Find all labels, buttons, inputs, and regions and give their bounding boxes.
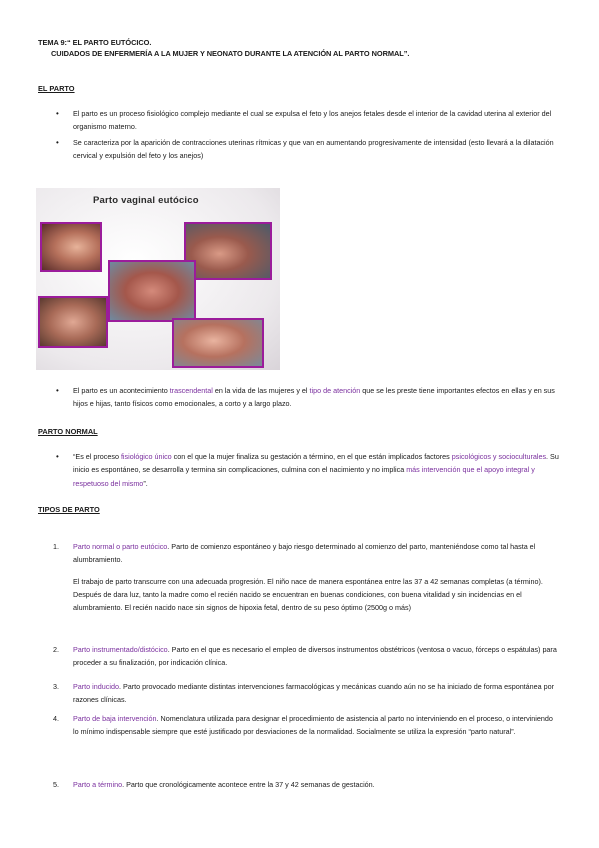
highlight-fisiologico-unico: fisiológico único	[120, 452, 172, 461]
item-term: Parto inducido	[73, 682, 119, 691]
document-title	[38, 37, 409, 59]
highlight-tipo-atencion: tipo de atención	[309, 386, 361, 395]
item-number: 2.	[53, 645, 59, 654]
item-number: 4.	[53, 714, 59, 723]
item-term: Parto a término	[73, 780, 123, 789]
text-run: “Es el proceso	[73, 452, 121, 461]
item-number: 1.	[53, 542, 59, 551]
photo-image	[108, 260, 196, 322]
photo-image	[172, 318, 264, 368]
list-item: • Se caracteriza por la aparición de contracciones uterinas rítmicas y que van en aumentando progresivamente de intensidad (esto llevará a la dilatación cervical y expulsión del feto y los anejos)	[56, 136, 559, 163]
item-text: . Parto provocado mediante distintas intervenciones farmacológicas y mecánicas cuando aún no se ha iniciado de forma espontánea por razones clínicas.	[73, 682, 555, 705]
heading-tipos-de-parto: TIPOS DE PARTO	[38, 505, 100, 514]
item-term: Parto de baja intervención	[73, 714, 157, 723]
heading-el-parto: EL PARTO	[38, 84, 75, 93]
parto-normal-bullets	[56, 450, 559, 492]
photo-image	[40, 222, 102, 272]
item-text: . Parto en el que es necesario el empleo de diversos instrumentos obstétricos (ventosa o vacuo, fórceps o espátulas) para proceder a su finalización, por indicación clínica.	[73, 645, 557, 668]
text-run: que se les preste tiene importantes efectos en ellas y en sus hijos e hijas, tanto físicos como emocionales, a corto y a largo plazo.	[73, 386, 555, 409]
highlight-trascendental: trascendental	[169, 386, 213, 395]
text-run: con el que la mujer finaliza su gestación a término, en el que están implicados factores	[171, 452, 452, 461]
el-parto-bullets	[56, 107, 559, 164]
highlight-psicologicos: psicológicos y socioculturales	[451, 452, 547, 461]
title-line-2: CUIDADOS DE ENFERMERÍA A LA MUJER Y NEONATO DURANTE LA ATENCIÓN AL PARTO NORMAL”.	[51, 49, 410, 59]
photo-image	[184, 222, 272, 280]
list-item	[53, 540, 559, 615]
list-item	[56, 450, 559, 490]
figure-caption: Parto vaginal eutócico	[93, 195, 199, 206]
list-item: • El parto es un proceso fisiológico complejo mediante el cual se expulsa el feto y los anejos fetales desde el interior de la cavidad uterina al exterior del organismo materno.	[56, 107, 559, 134]
list-item	[53, 712, 559, 739]
list-item	[53, 680, 559, 707]
item-text: . Parto que cronológicamente acontece entre la 37 y 42 semanas de gestación.	[122, 780, 375, 789]
highlight-mas-intervencion: más intervención que el apoyo integral y respetuoso del mismo	[73, 465, 535, 488]
item-text: . Parto de comienzo espontáneo y bajo riesgo determinado al comienzo del parto, manteniéndose como tal hasta el alumbramiento.	[73, 542, 536, 565]
title-line-1: TEMA 9:“ EL PARTO EUTÓCICO.	[38, 38, 152, 47]
text-run: en la vida de las mujeres y el	[212, 386, 310, 395]
text-run: El parto es un acontecimiento	[73, 386, 170, 395]
item-term: Parto normal o parto eutócico	[73, 542, 168, 551]
photo-image	[38, 296, 108, 348]
el-parto-bullet-3	[56, 384, 559, 413]
text-run: ”.	[143, 478, 148, 488]
item-extra: El trabajo de parto transcurre con una adecuada progresión. El niño nace de manera espontánea entre las 37 a 42 semanas completas (a término). Después de dara luz, tanto la madre como el recién nacido se encuentran en buenas condiciones, con buena vitalidad y sin incidencias en el alumbramiento. El recién nacido nace sin signos de hipoxia fetal, dentro de su peso óptimo (2500g o más)	[73, 576, 543, 613]
heading-parto-normal: PARTO NORMAL	[38, 427, 98, 436]
text-run: . Su inicio es espontáneo, se desarrolla y termina sin complicaciones, culmina con el nacimiento y no implica	[73, 452, 559, 475]
item-number: 5.	[53, 780, 59, 789]
list-item	[53, 778, 559, 791]
item-text: . Nomenclatura utilizada para designar el procedimiento de asistencia al parto no interviniendo en el proceso, o interviniendo lo mínimo indispensable siempre que esté justificado por desviaciones de la normalidad. Socialmente se utiliza la expresión “parto natural”.	[73, 714, 553, 737]
list-item	[56, 384, 559, 411]
list-item	[53, 643, 559, 670]
birth-photo-collage	[36, 188, 280, 370]
item-number: 3.	[53, 682, 59, 691]
item-term: Parto instrumentado/distócico	[73, 645, 168, 654]
